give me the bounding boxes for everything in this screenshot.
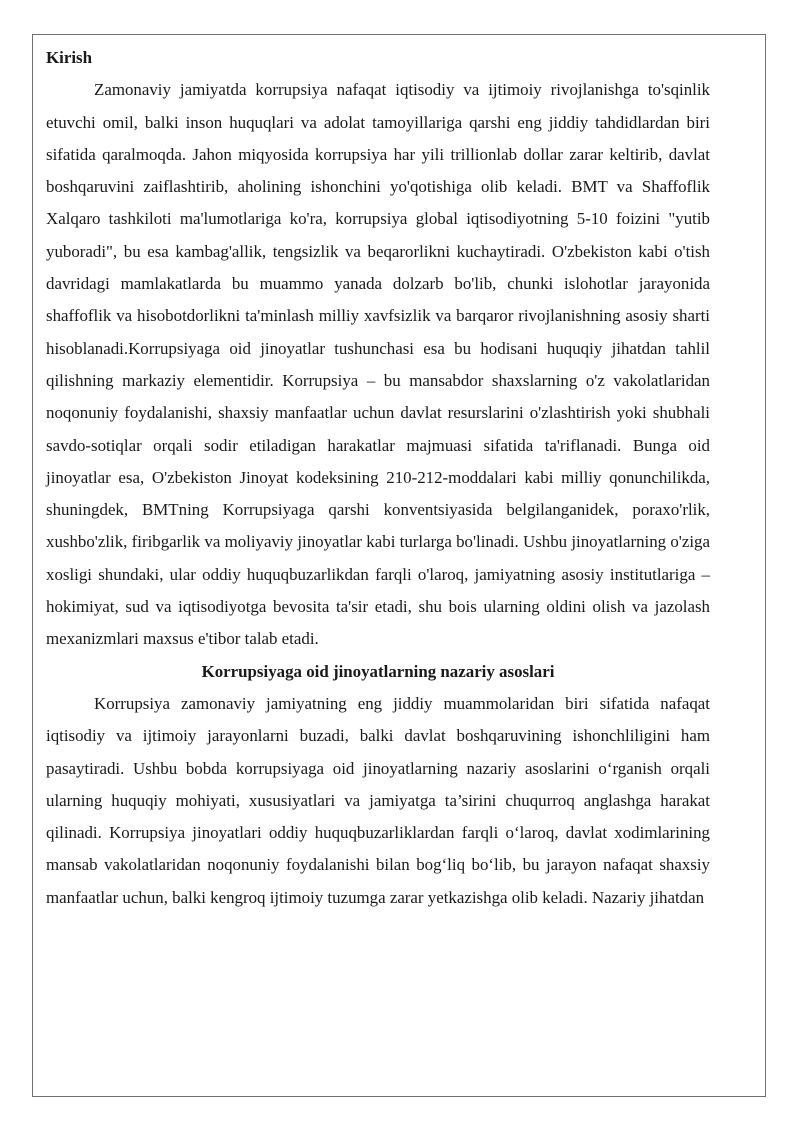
section-paragraph: Korrupsiya zamonaviy jamiyatning eng jiddiy muammolaridan biri sifatida nafaqat iqtisodiy va ijtimoiy jarayonlarni buzadi, balki davlat boshqaruvining ishonchliligini ham pasaytiradi. Ushbu bobda korrupsiyaga oid jinoyatlarning nazariy asoslarini o‘rganish orqali ularning huquqiy mohiyati, xususiyatlari va jamiyatga ta’sirini chuqurroq anglashga harakat qilinadi. Korrupsiya jinoyatlari oddiy huquqbuzarliklardan farqli o‘laroq, davlat xodimlarining mansab vakolatlaridan noqonuniy foydalanishi bilan bog‘liq bo‘lib, bu jarayon nafaqat shaxsiy manfaatlar uchun, balki kengroq ijtimoiy tuzumga zarar yetkazishga olib keladi. Nazariy jihatdan bbox=[46, 693, 710, 907]
intro-paragraph: Zamonaviy jamiyatda korrupsiya nafaqat iqtisodiy va ijtimoiy rivojlanishga to'sqinlik etuvchi omil, balki inson huquqlari va adolat tamoyillariga qarshi eng jiddiy tahdidlardan biri sifatida qaralmoqda. Jahon miqyosida korrupsiya har yili trillionlab dollar zarar keltirib, davlat boshqaruvini zaiflashtirib, aholining ishonchini yo'qotishiga olib keladi. BMT va Shaffoflik Xalqaro tashkiloti ma'lumotlariga ko'ra, korrupsiya global iqtisodiyotning 5-10 foizini "yutib yuboradi", bu esa kambag'allik, tengsizlik va beqarorlikni kuchaytiradi. O'zbekiston kabi o'tish davridagi mamlakatlarda bu muammo yanada dolzarb bo'lib, chunki islohotlar jarayonida shaffoflik va hisobotdorlikni ta'minlash milliy xavfsizlik va barqaror rivojlanishning asosiy sharti hisoblanadi.Korrupsiyaga oid jinoyatlar tushunchasi esa bu hodisani huquqiy jihatdan tahlil qilishning markaziy elementidir. Korrupsiya – bu mansabdor shaxslarning o'z vakolatlaridan noqonuniy foydalanishi, shaxsiy manfaatlar uchun davlat resurslarini o'zlashtirish yoki shubhali savdo-sotiqlar orqali sodir etiladigan harakatlar majmuasi sifatida ta'riflanadi. Bunga oid jinoyatlar esa, O'zbekiston Jinoyat kodeksining 210-212-moddalari kabi milliy qonunchilikda, shuningdek, BMTning Korrupsiyaga qarshi konventsiyasida belgilanganidek, poraxo'rlik, xushbo'zlik, firibgarlik va moliyaviy jinoyatlar kabi turlarga bo'linadi. Ushbu jinoyatlarning o'ziga xosligi shundaki, ular oddiy huquqbuzarlikdan farqli o'laroq, jamiyatning asosiy institutlariga – hokimiyat, sud va iqtisodiyotga bevosita ta'sir etadi, shu bois ularning oldini olish va jazolash mexanizmlari maxsus e'tibor talab etadi. bbox=[46, 80, 710, 649]
section-heading: Korrupsiyaga oid jinoyatlarning nazariy asoslari bbox=[201, 661, 555, 681]
intro-heading: Kirish bbox=[46, 48, 92, 67]
document-body bbox=[46, 42, 710, 914]
